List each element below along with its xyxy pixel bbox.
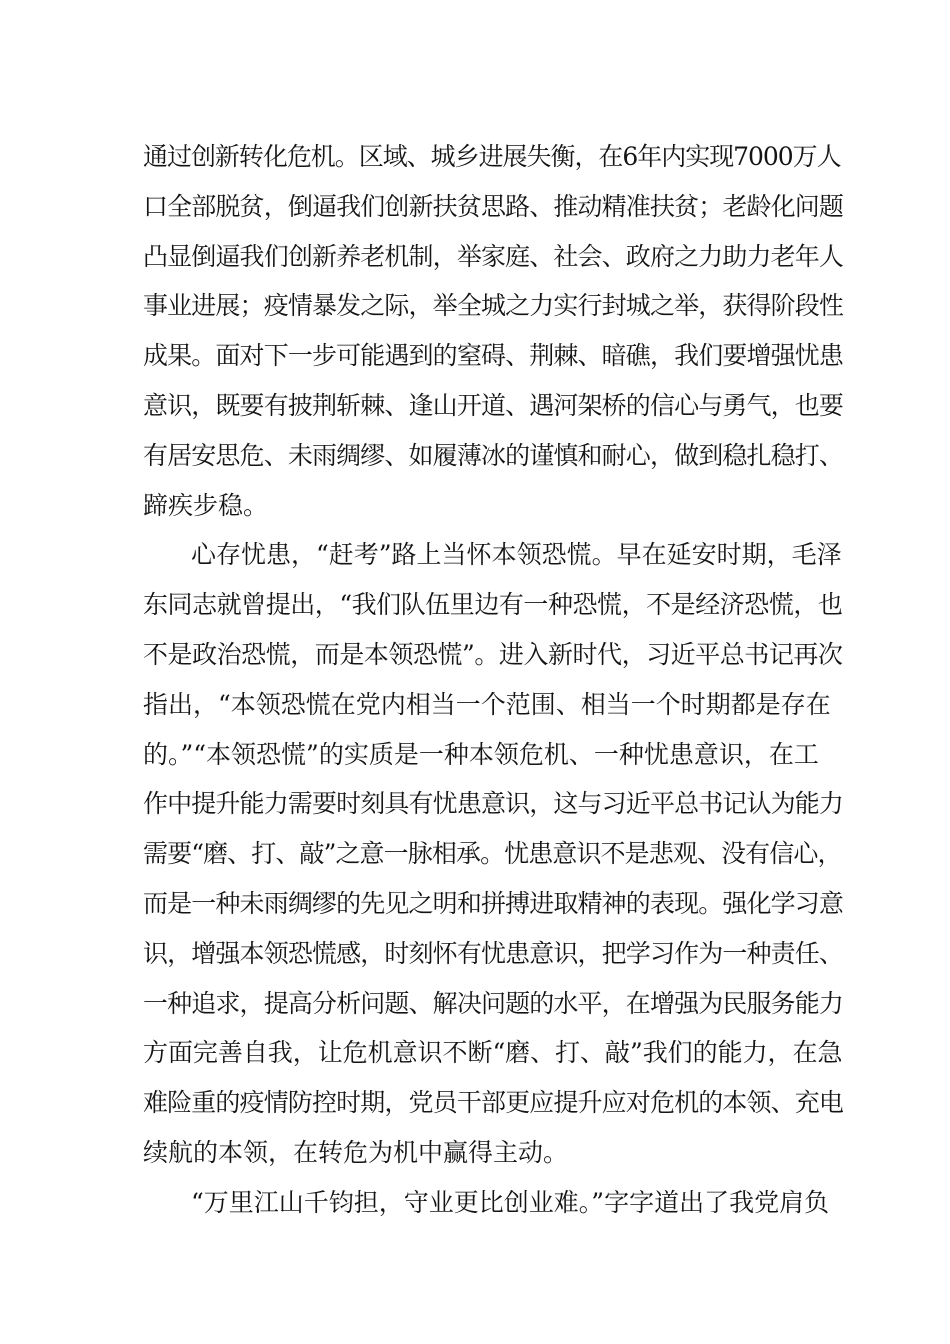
text-line: 成果。面对下一步可能遇到的窒碍、荆棘、暗礁，我们要增强忧患 — [143, 341, 844, 371]
text-line: 方面完善自我，让危机意识不断“磨、打、敲”我们的能力，在急 — [143, 1038, 843, 1068]
document-body — [143, 132, 843, 1228]
paragraph-3 — [143, 1178, 843, 1228]
text-line: 而是一种未雨绸缪的先见之明和拼搏进取精神的表现。强化学习意 — [143, 888, 844, 918]
text-line: 识，增强本领恐慌感，时刻怀有忧患意识，把学习作为一种责任、 — [143, 938, 844, 968]
paragraph-2 — [143, 530, 843, 1177]
text-line: 作中提升能力需要时刻具有忧患意识，这与习近平总书记认为能力 — [143, 789, 844, 819]
text-line: 指出，“本领恐慌在党内相当一个范围、相当一个时期都是存在 — [143, 689, 831, 719]
text-line: “万里江山千钧担，守业更比创业难。”字字道出了我党肩负 — [191, 1187, 830, 1217]
text-line: 事业进展；疫情暴发之际，举全城之力实行封城之举，获得阶段性 — [143, 291, 844, 321]
text-line: 不是政治恐慌，而是本领恐慌”。进入新时代，习近平总书记再次 — [143, 639, 843, 669]
text-line: 心存忧患，“赶考”路上当怀本领恐慌。早在延安时期，毛泽 — [191, 540, 842, 570]
paragraph-1 — [143, 132, 843, 530]
text-line: 一种追求，提高分析问题、解决问题的水平，在增强为民服务能力 — [143, 988, 844, 1018]
text-line: 续航的本领，在转危为机中赢得主动。 — [143, 1137, 569, 1167]
text-line: 凸显倒逼我们创新养老机制，举家庭、社会、政府之力助力老年人 — [143, 241, 844, 271]
text-line: 难险重的疫情防控时期，党员干部更应提升应对危机的本领、充电 — [143, 1088, 844, 1118]
text-line: 东同志就曾提出，“我们队伍里边有一种恐慌，不是经济恐慌，也 — [143, 590, 843, 620]
text-line: 需要“磨、打、敲”之意一脉相承。忧患意识不是悲观、没有信心， — [143, 839, 842, 869]
text-line: 口全部脱贫，倒逼我们创新扶贫思路、推动精准扶贫；老龄化问题 — [143, 191, 844, 221]
text-line: 蹄疾步稳。 — [143, 490, 269, 520]
text-line: 意识，既要有披荆斩棘、逢山开道、遇河架桥的信心与勇气，也要 — [143, 390, 844, 420]
text-line: 的。”“本领恐慌”的实质是一种本领危机、一种忧患意识，在工 — [143, 739, 819, 769]
text-line: 有居安思危、未雨绸缪、如履薄冰的谨慎和耐心，做到稳扎稳打、 — [143, 440, 844, 470]
text-line: 通过创新转化危机。区域、城乡进展失衡，在6年内实现7000万人 — [143, 142, 841, 171]
